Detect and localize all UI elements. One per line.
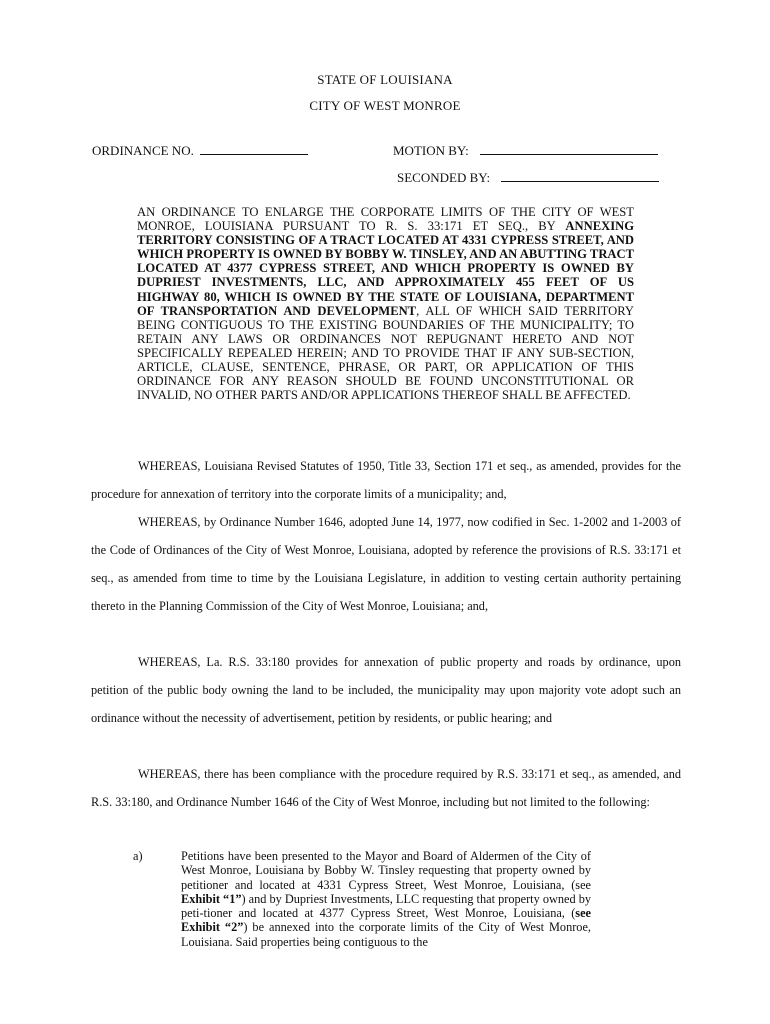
ordinance-title-part2: , ALL OF WHICH SAID TERRITORY BEING CONTIGUOUS TO THE EXISTING BOUNDARIES OF THE MUNICIPALITY; TO RETAIN ANY LAWS OR ORDINANCES NOT REPUGNANT HERETO AND NOT SPECIFICALLY REPEALED HEREIN; AND TO PROVIDE THAT IF ANY SUB-SECTION, ARTICLE, CLAUSE, SENTENCE, PHRASE, OR PART, OR APPLICATION OF THIS ORDINANCE FOR ANY REASON SHOULD BE FOUND UNCONSTITUTIONAL OR INVALID, NO OTHER PARTS AND/OR APPLICATIONS THEREOF SHALL BE AFFECTED. (137, 303, 634, 403)
ordinance-title (137, 205, 634, 402)
whereas-paragraph-2: WHEREAS, by Ordinance Number 1646, adopted June 14, 1977, now codified in Sec. 1-2002 and 1-2003 of the Code of Ordinances of the City of West Monroe, Louisiana, adopted by reference the provisions of R.S. 33:171 et seq., as amended from time to time by the Louisiana Legislature, in addition to vesting certain authority pertaining thereto in the Planning Commission of the City of West Monroe, Louisiana; and, (91, 515, 681, 613)
seconded-by-field (397, 170, 659, 186)
list-item-a-text1: Petitions have been presented to the Mayor and Board of Aldermen of the City of West Monroe, Louisiana by Bobby W. Tinsley requesting that property owned by petitioner and located at 4331 Cypress Street, West Monroe, Louisiana, (see (181, 849, 591, 892)
ordinance-number-blank (200, 143, 308, 155)
list-item-a-marker: a) (133, 849, 143, 863)
exhibit-1-reference: Exhibit “1” (181, 891, 242, 906)
seconded-by-blank (501, 170, 659, 182)
list-item-a-text (181, 849, 591, 949)
motion-by-label: MOTION BY: (393, 143, 469, 158)
motion-by-blank (480, 143, 658, 155)
list-item-a-text3: ) be annexed into the corporate limits of the City of West Monroe, Louisiana. Said properties being contiguous to the (181, 920, 591, 949)
state-heading: STATE OF LOUISIANA (317, 72, 453, 87)
ordinance-number-field (92, 143, 308, 159)
whereas-paragraph-1: WHEREAS, Louisiana Revised Statutes of 1950, Title 33, Section 171 et seq., as amended, provides for the procedure for annexation of territory into the corporate limits of a municipality; and, (91, 459, 681, 501)
whereas-paragraph-3: WHEREAS, La. R.S. 33:180 provides for annexation of public property and roads by ordinance, upon petition of the public body owning the land to be included, the municipality may upon majority vote adopt such an ordinance without the necessity of advertisement, petition by residents, or public hearing; and (91, 655, 681, 725)
seconded-by-label: SECONDED BY: (397, 170, 491, 185)
city-heading: CITY OF WEST MONROE (309, 98, 461, 113)
list-item-a-text2: ) and by Dupriest Investments, LLC requesting that property owned by peti-tioner and located at 4377 Cypress Street, West Monroe, Louisiana, ( (181, 891, 591, 921)
exhibit-2-reference: see Exhibit “2” (181, 906, 591, 935)
ordinance-title-bold: ANNEXING TERRITORY CONSISTING OF A TRACT LOCATED AT 4331 CYPRESS STREET, AND WHICH PROPERTY IS OWNED BY BOBBY W. TINSLEY, AND AN ABUTTING TRACT LOCATED AT 4377 CYPRESS STREET, AND WHICH PROPERTY IS OWNED BY DUPRIEST INVESTMENTS, LLC, AND APPROXIMATELY 455 FEET OF US HIGHWAY 80, WHICH IS OWNED BY THE STATE OF LOUISIANA, DEPARTMENT OF TRANSPORTATION AND DEVELOPMENT (137, 219, 634, 318)
ordinance-number-label: ORDINANCE NO. (92, 143, 194, 158)
ordinance-title-part1: AN ORDINANCE TO ENLARGE THE CORPORATE LIMITS OF THE CITY OF WEST MONROE, LOUISIANA PURSUANT TO R. S. 33:171 ET SEQ., BY (137, 205, 634, 234)
motion-by-field (393, 143, 658, 159)
whereas-paragraph-4: WHEREAS, there has been compliance with the procedure required by R.S. 33:171 et seq., as amended, and R.S. 33:180, and Ordinance Number 1646 of the City of West Monroe, including but not limited to the following: (91, 767, 681, 809)
